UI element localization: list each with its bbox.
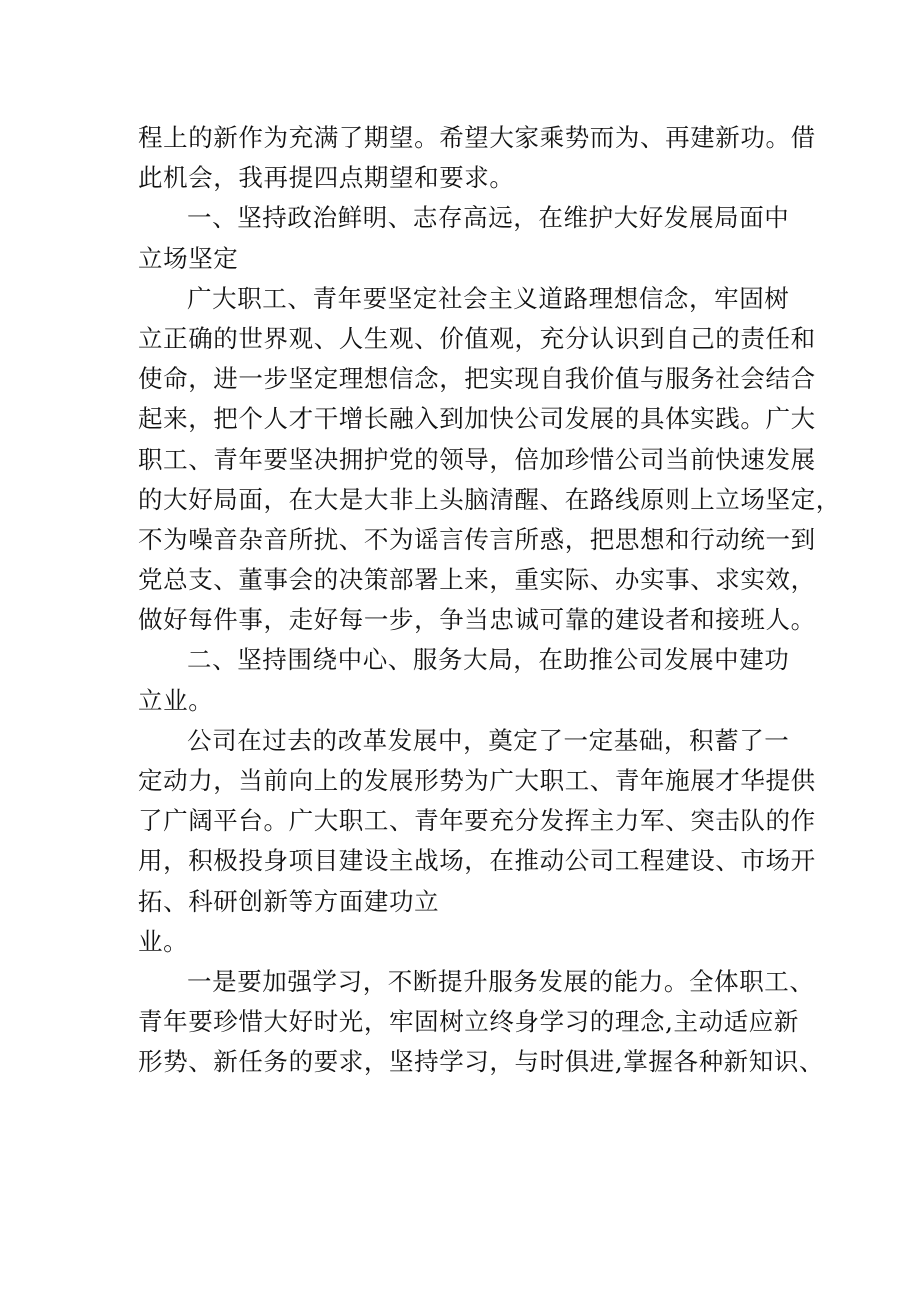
text-line: 定动力，当前向上的发展形势为广大职工、青年施展才华提供 — [138, 766, 816, 795]
text-line: 用，积极投身项目建设主战场，在推动公司工程建设、市场开 — [138, 846, 816, 876]
text-line: 做好每件事，走好每一步，争当忠诚可靠的建设者和接班人。 — [138, 605, 816, 635]
text-line: 此机会，我再提四点期望和要求。 — [138, 163, 515, 193]
text-line: 起来，把个人才干增长融入到加快公司发展的具体实践。广大 — [138, 404, 816, 434]
text-line: 立正确的世界观、人生观、价值观，充分认识到自己的责任和 — [138, 323, 816, 353]
text-line: 业。 — [138, 926, 189, 956]
section-heading-line: 二、坚持围绕中心、服务大局，在助推公司发展中建功 — [187, 645, 790, 675]
section-heading-line: 立业。 — [138, 685, 214, 715]
text-line: 形势、新任务的要求，坚持学习，与时俱进,掌握各种新知识、 — [138, 1047, 825, 1077]
text-line: 的大好局面，在大是大非上头脑清醒、在路线原则上立场坚定， — [138, 484, 841, 514]
text-line: 公司在过去的改革发展中，奠定了一定基础，积蓄了一 — [187, 725, 790, 755]
text-line: 青年要珍惜大好时光，牢固树立终身学习的理念,主动适应新 — [138, 1007, 799, 1037]
text-line: 了广阔平台。广大职工、青年要充分发挥主力军、突击队的作 — [138, 806, 816, 836]
section-heading-line: 一、坚持政治鲜明、志存高远，在维护大好发展局面中 — [187, 203, 790, 233]
text-line: 使命，进一步坚定理想信念，把实现自我价值与服务社会结合 — [138, 364, 816, 394]
text-line: 程上的新作为充满了期望。希望大家乘势而为、再建新功。借 — [138, 123, 816, 152]
section-heading-line: 立场坚定 — [138, 243, 239, 273]
text-line: 广大职工、青年要坚定社会主义道路理想信念，牢固树 — [187, 283, 790, 313]
text-line: 拓、科研创新等方面建功立 — [138, 886, 440, 916]
body-text — [138, 118, 841, 1083]
text-line: 一是要加强学习，不断提升服务发展的能力。全体职工、 — [187, 966, 815, 996]
text-line: 不为噪音杂音所扰、不为谣言传言所惑，把思想和行动统一到 — [138, 524, 816, 554]
text-line: 党总支、董事会的决策部署上来，重实际、办实事、求实效， — [138, 565, 816, 595]
text-line: 职工、青年要坚决拥护党的领导，倍加珍惜公司当前快速发展 — [138, 444, 816, 474]
